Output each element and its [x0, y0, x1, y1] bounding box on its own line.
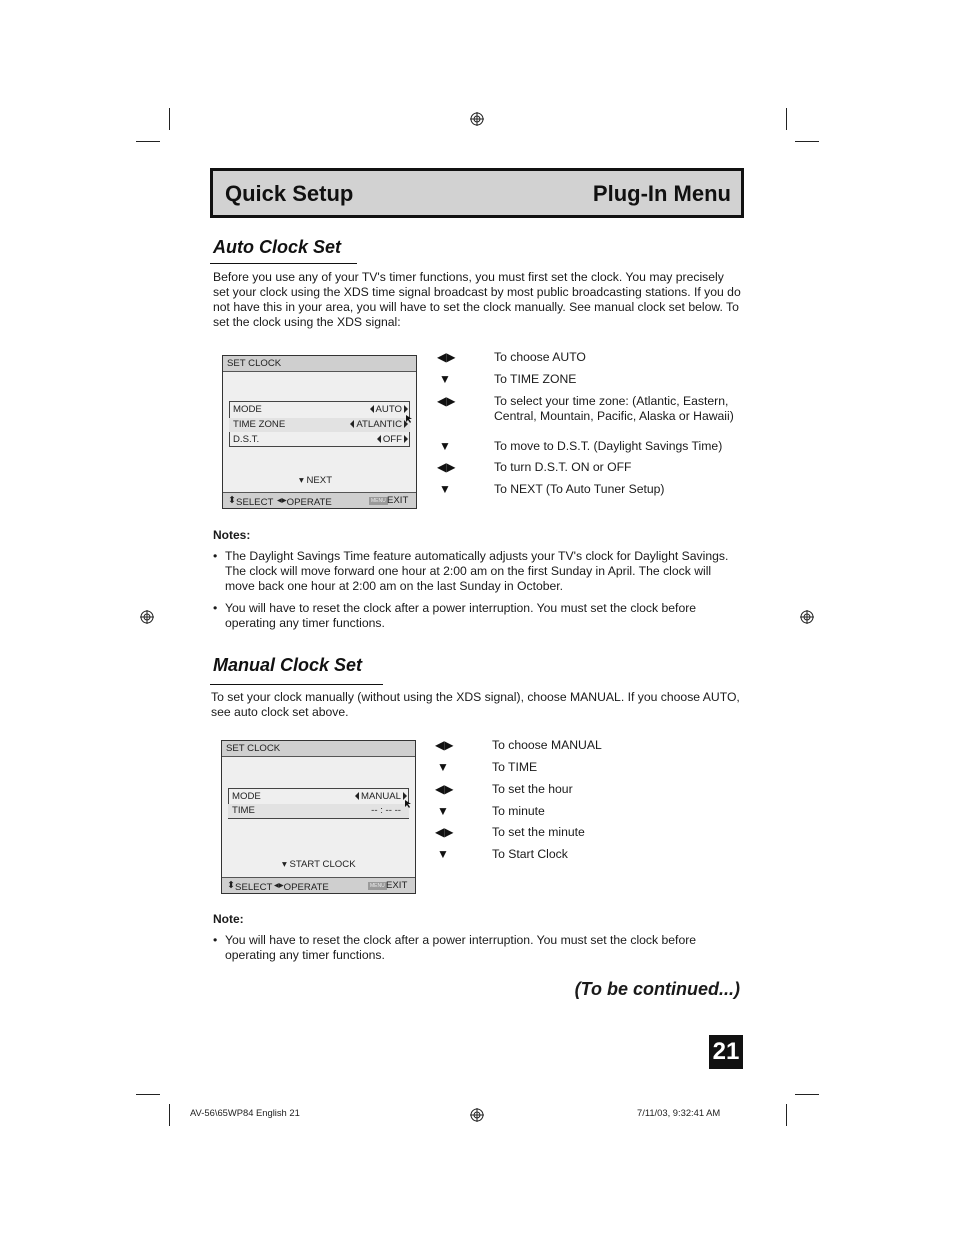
page-number: 21: [709, 1035, 743, 1069]
menu-row-time-zone: [229, 418, 410, 432]
manual-clock-set-title: Manual Clock Set: [213, 655, 363, 675]
manual-set-clock-menu: [221, 740, 416, 894]
crop-mark: [136, 1094, 160, 1095]
notes-label: Notes:: [213, 528, 251, 542]
menu-row-dst: [229, 433, 410, 447]
registration-mark-icon: [140, 610, 154, 624]
registration-mark-icon: [470, 1108, 484, 1122]
footer-operate: ◂▸ OPERATE: [274, 880, 329, 893]
crop-mark: [795, 1094, 819, 1095]
down-arrow-icon: ▼: [439, 372, 451, 386]
menu-row-mode: [229, 403, 410, 417]
section-underline: [210, 684, 383, 685]
menu-row-label: MODE: [232, 791, 261, 802]
header-left-title: Quick Setup: [225, 181, 354, 206]
footer-operate: ◂▸ OPERATE: [277, 495, 332, 508]
menu-row-value: MANUAL: [355, 791, 407, 802]
footer-right: 7/11/03, 9:32:41 AM: [637, 1107, 721, 1118]
cursor-icon: [404, 799, 412, 809]
left-right-arrows-icon: ◀▶: [437, 350, 456, 364]
auto-intro-paragraph: Before you use any of your TV's timer functions, you must first set the clock. You may precisely set your clock using the XDS time signal broadcast by most public broadcasting stations. If you do not have this in your area, you will have to set the clock manually. See manual clock set below. To set the clock using the XDS signal:: [213, 270, 741, 329]
footer-select: ⬍ SELECT: [227, 880, 273, 893]
auto-set-clock-menu: [222, 355, 417, 509]
menu-row-mode: [228, 790, 409, 804]
menu-start-clock: ▾ START CLOCK: [282, 859, 356, 870]
footer-exit: EXIT: [386, 880, 408, 891]
menu-footer-bar: ⬍ SELECT ◂▸ OPERATE MENU EXIT: [222, 877, 415, 893]
left-right-arrows-icon: ◀▶: [435, 738, 454, 752]
crop-mark: [169, 1104, 170, 1126]
menu-row-value: ATLANTIC: [350, 419, 408, 430]
manual-intro-paragraph: To set your clock manually (without using the XDS signal), choose MANUAL. If you choose AUTO, see auto clock set above.: [211, 690, 740, 719]
left-right-arrows-icon: ◀▶: [435, 782, 454, 796]
left-right-arrows-icon: ◀▶: [437, 460, 456, 474]
down-arrow-icon: ▼: [437, 847, 449, 861]
menu-row-value: -- : -- --: [371, 805, 401, 816]
left-right-arrows-icon: ◀▶: [435, 825, 454, 839]
menu-row-value: AUTO: [370, 404, 408, 415]
menu-footer-bar: ⬍ SELECT ◂▸ OPERATE MENU EXIT: [223, 492, 416, 508]
menu-title-bar: [222, 741, 415, 757]
crop-mark: [169, 108, 170, 130]
crop-mark: [795, 141, 819, 142]
header-right-title: Plug-In Menu: [592, 181, 731, 206]
auto-clock-set-title: Auto Clock Set: [213, 237, 342, 257]
down-arrow-icon: ▼: [439, 482, 451, 496]
crop-mark: [786, 108, 787, 130]
menu-row-label: D.S.T.: [233, 434, 260, 445]
menu-row-label: TIME: [232, 805, 255, 816]
menu-title: SET CLOCK: [226, 743, 281, 754]
cursor-icon: [405, 414, 413, 424]
continued-text: (To be continued...): [574, 979, 740, 999]
section-underline: [210, 263, 357, 264]
down-arrow-icon: ▼: [437, 760, 449, 774]
down-arrow-icon: ▼: [437, 804, 449, 818]
crop-mark: [136, 141, 160, 142]
registration-mark-icon: [470, 112, 484, 126]
menu-title: SET CLOCK: [227, 358, 282, 369]
note-label: Note:: [213, 912, 244, 926]
footer-select: ⬍ SELECT: [228, 495, 274, 508]
menu-row-time: [228, 804, 409, 818]
footer-left: AV-56\65WP84 English 21: [190, 1107, 300, 1118]
menu-row-label: MODE: [233, 404, 262, 415]
menu-row-label: TIME ZONE: [233, 419, 286, 430]
menu-title-bar: [223, 356, 416, 372]
left-right-arrows-icon: ◀▶: [437, 394, 456, 408]
footer-exit: EXIT: [387, 495, 409, 506]
page-header: [210, 168, 744, 218]
menu-row-value: OFF: [377, 434, 408, 445]
registration-mark-icon: [800, 610, 814, 624]
crop-mark: [786, 1104, 787, 1126]
down-arrow-icon: ▼: [439, 439, 451, 453]
menu-next: ▾ NEXT: [299, 475, 333, 486]
